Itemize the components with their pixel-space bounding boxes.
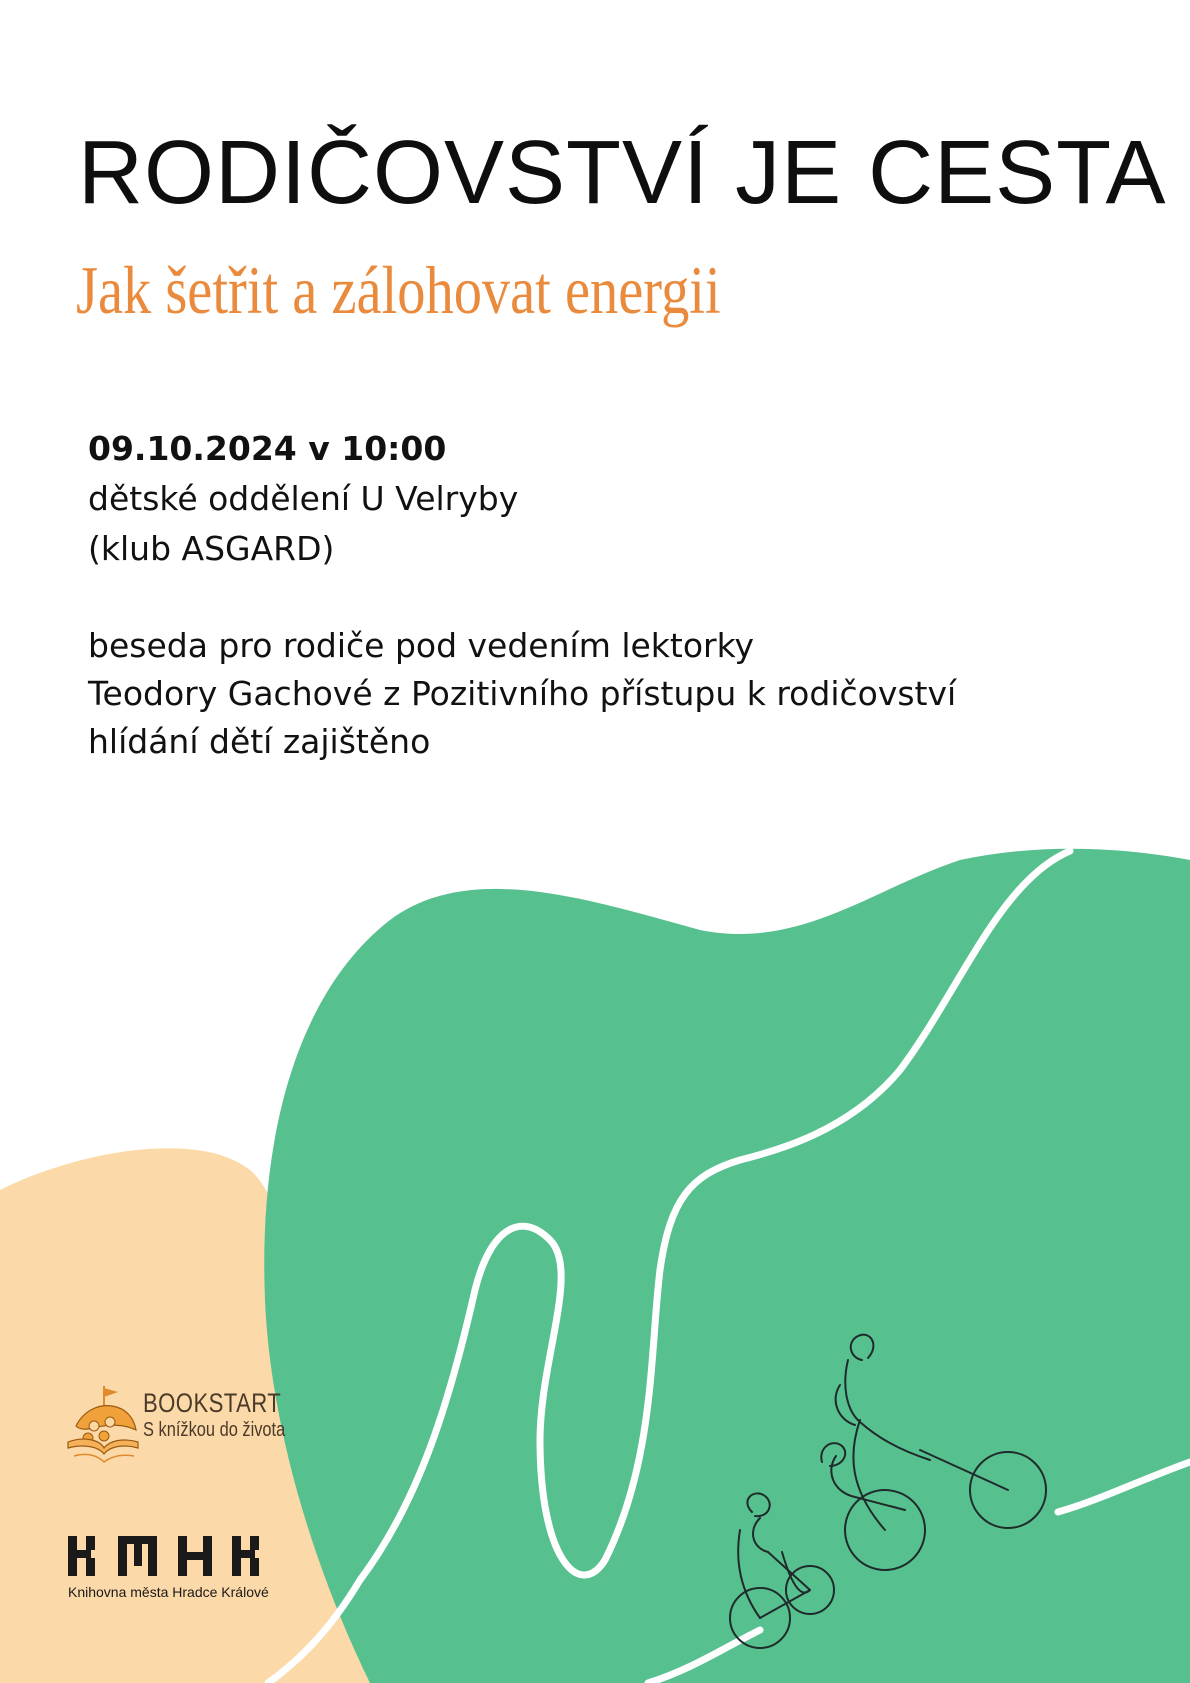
kmhk-logo <box>68 1534 278 1614</box>
event-info <box>88 424 518 574</box>
event-venue: dětské oddělení U Velryby <box>88 479 519 518</box>
bookstart-text <box>143 1388 316 1442</box>
event-datetime: 09.10.2024 v 10:00 <box>88 429 447 468</box>
page-title: RODIČOVSTVÍ JE CESTA <box>78 123 1167 223</box>
kmhk-wordmark-icon <box>68 1534 268 1580</box>
description-line: beseda pro rodiče pod vedením lektorky <box>88 626 755 665</box>
kmhk-caption: Knihovna města Hradce Králové <box>68 1584 269 1600</box>
event-club: (klub ASGARD) <box>88 529 335 568</box>
page-subtitle: Jak šetřit a zálohovat energii <box>76 252 721 328</box>
bookstart-name: BOOKSTART <box>143 1388 282 1418</box>
bookstart-logo <box>64 1382 294 1472</box>
event-description <box>88 622 956 766</box>
green-blob <box>264 849 1190 1683</box>
bookstart-emblem-icon <box>64 1382 142 1472</box>
description-line: Teodory Gachové z Pozitivního přístupu k rodičovství <box>88 674 957 713</box>
bookstart-slogan: S knížkou do života <box>143 1419 286 1441</box>
description-line: hlídání dětí zajištěno <box>88 722 431 761</box>
